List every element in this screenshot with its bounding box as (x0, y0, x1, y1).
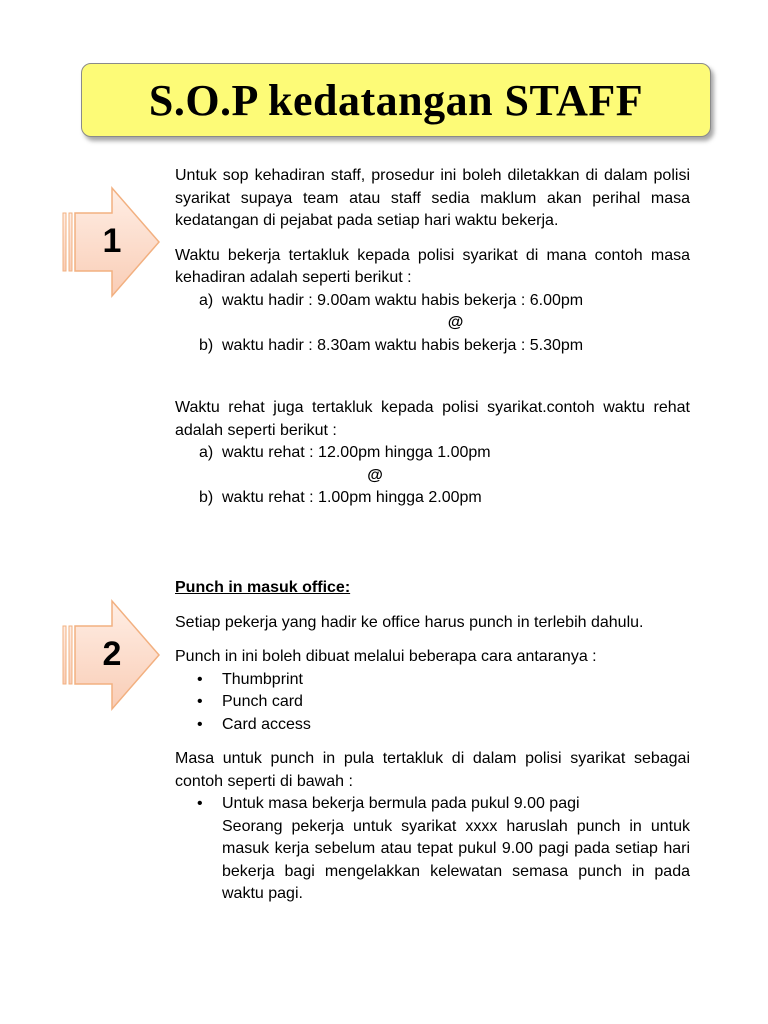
punch-rule-list (175, 793, 690, 906)
list-item (175, 290, 690, 313)
list-marker: b) (199, 489, 214, 506)
list-item-text: waktu rehat : 12.00pm hingga 1.00pm (222, 444, 491, 461)
punch-methods-list (175, 669, 690, 737)
list-item-text: waktu hadir : 9.00am waktu habis bekerja : 6.00pm (222, 291, 584, 309)
list-item-text: waktu hadir : 8.30am waktu habis bekerja : 5.30pm (222, 336, 584, 354)
section-heading: Punch in masuk office: (175, 579, 351, 596)
step-2-arrow-icon (62, 599, 162, 711)
or-symbol: @ (447, 314, 464, 331)
step-1-number: 1 (102, 222, 122, 260)
rule-body: Seorang pekerja untuk syarikat xxxx haruslah punch in untuk masuk kerja sebelum atau tepat pukul 9.00 pagi pada setiap hari bekerja bagi mengelakkan kelewatan semasa punch in pada waktu pagi. (222, 817, 690, 902)
page-title: S.O.P kedatangan STAFF (148, 75, 644, 125)
list-marker: a) (199, 291, 214, 309)
list-marker: a) (199, 444, 214, 461)
punch-paragraph-3: Masa untuk punch in pula tertakluk di dalam polisi syarikat sebagai contoh seperti di bawah : (175, 750, 690, 790)
punch-paragraph-2: Punch in ini boleh dibuat melalui beberapa cara antaranya : (175, 648, 597, 665)
section-1 (175, 165, 690, 510)
list-item (175, 487, 690, 510)
or-symbol: @ (367, 466, 383, 484)
rest-time-list (175, 442, 690, 465)
list-marker: b) (199, 336, 214, 354)
rest-time-list-b (175, 487, 690, 510)
list-item: • Thumbprint (175, 669, 690, 692)
work-time-list-b (175, 335, 690, 358)
title-banner (81, 63, 711, 137)
work-time-intro: Waktu bekerja tertakluk kepada polisi syarikat di mana contoh masa kehadiran adalah seperti berikut : (175, 246, 690, 286)
rule-title: • Untuk masa bekerja bermula pada pukul 9.00 pagi (222, 795, 580, 812)
step-1-arrow-icon (62, 186, 162, 298)
punch-paragraph-1: Setiap pekerja yang hadir ke office harus punch in terlebih dahulu. (175, 613, 644, 631)
intro-paragraph: Untuk sop kehadiran staff, prosedur ini boleh diletakkan di dalam polisi syarikat supaya team atau staff sedia maklum akan perihal masa kedatangan di pejabat pada setiap hari waktu bekerja. (175, 167, 690, 229)
list-item (175, 793, 690, 906)
list-item: • Card access (175, 714, 690, 737)
list-item-text: waktu rehat : 1.00pm hingga 2.00pm (222, 489, 482, 506)
step-2-number: 2 (102, 635, 122, 673)
section-2 (175, 577, 690, 906)
list-item: • Punch card (175, 691, 690, 714)
work-time-list (175, 290, 690, 313)
rest-time-intro: Waktu rehat juga tertakluk kepada polisi syarikat.contoh waktu rehat adalah seperti berikut : (175, 399, 690, 439)
list-item (175, 442, 690, 465)
list-item (175, 335, 690, 358)
